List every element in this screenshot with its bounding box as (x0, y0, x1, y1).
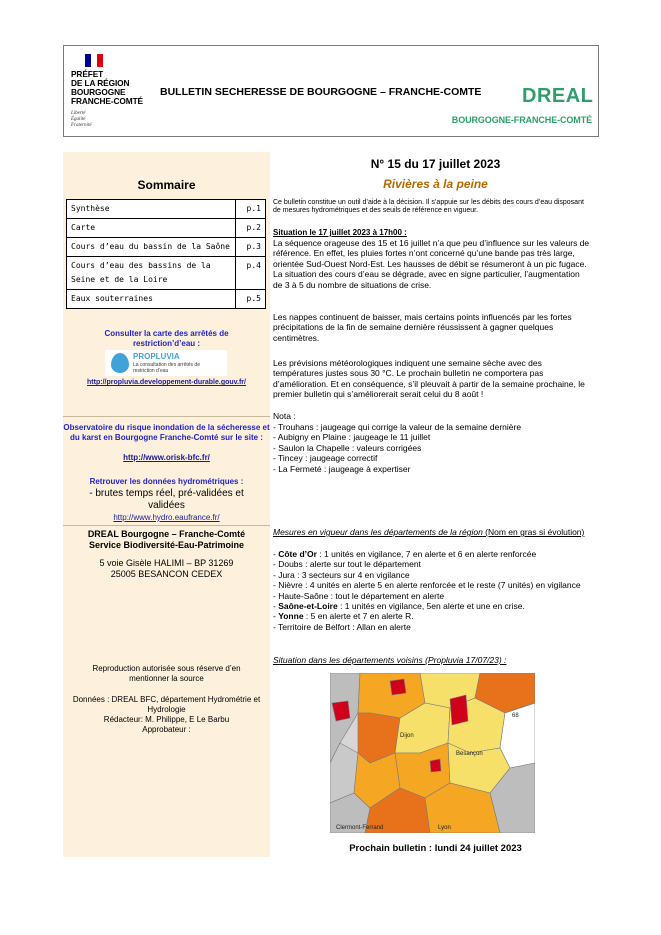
toc-label: Cours d’eau du bassin de la Saône (67, 238, 236, 257)
toc-row[interactable] (67, 238, 266, 257)
hydro-text: - brutes temps réel, pré-validées et validées (89, 488, 244, 511)
toc-page: p.5 (236, 290, 266, 309)
list-item: - Trouhans : jaugeage qui corrige la valeur de la semaine dernière (273, 422, 522, 432)
list-item: - Yonne : 5 en alerte et 7 en alerte R. (273, 611, 414, 622)
map-label-besancon: Besançon (456, 751, 483, 757)
toc-page: p.2 (236, 219, 266, 238)
dreal-logo (447, 85, 592, 131)
measures-heading: Mesures en vigueur dans les départements de la région (Nom en gras si évolution) (273, 527, 585, 537)
observatoire-text: Observatoire du risque inondation de la sécheresse et du karst en Bourgogne Franche-Comté sur le site : (63, 423, 270, 442)
bulletin-subtitle: Rivières à la peine (383, 177, 488, 191)
situation-heading: Situation le 17 juillet 2023 à 17h00 : (273, 228, 407, 237)
toc-page: p.1 (236, 200, 266, 219)
page-title: BULLETIN SECHERESSE DE BOURGOGNE – FRANCHE-COMTE (160, 86, 482, 98)
list-item: - Doubs : alerte sur tout le département (273, 559, 421, 570)
toc-row[interactable] (67, 257, 266, 290)
sommaire-title: Sommaire (137, 178, 196, 192)
list-item: - Nièvre : 4 unités en alerte 5 en alerte renforcée et le reste (7 unités) en vigilance (273, 580, 581, 591)
sidebar (63, 152, 270, 857)
dreal-word: DREAL (522, 85, 594, 107)
list-item: - Tincey : jaugeage correctif (273, 453, 378, 464)
nappes-paragraph: Les nappes continuent de baisser, mais certains points influencés par les fortes précipitations de la fin de semaine dernière réussissent à gagner quelques centimètres. (273, 312, 572, 343)
toc-label: Eaux souterraines (67, 290, 236, 309)
main-content (272, 152, 599, 857)
toc-label: Carte (67, 219, 236, 238)
table-of-contents (66, 199, 266, 309)
propluvia-logo[interactable] (105, 350, 227, 376)
toc-row[interactable] (67, 219, 266, 238)
nota-title: Nota : (273, 411, 296, 421)
intro-text: Ce bulletin constitue un outil d’aide à la décision. Il s’appuie sur les débits des cours d’eau disposant de mesures hydrométriques et des seuils de référence en vigueur. (273, 199, 584, 214)
divider (63, 525, 270, 526)
measures-list (273, 549, 593, 632)
list-item: - Aubigny en Plaine : jaugeage le 11 juillet (273, 432, 431, 443)
toc-row[interactable] (67, 200, 266, 219)
toc-row[interactable] (67, 290, 266, 309)
voisins-heading: Situation dans les départements voisins (Propluvia 17/07/23) : (273, 655, 507, 665)
toc-label: Cours d’eau des bassins de la Seine et de la Loire (67, 257, 236, 290)
orisk-link[interactable]: http://www.orisk-bfc.fr/ (123, 453, 210, 462)
next-bulletin: Prochain bulletin : lundi 24 juillet 2023 (349, 843, 522, 854)
list-item: - La Fermeté : jaugeage à expertiser (273, 463, 411, 474)
dreal-region: BOURGOGNE-FRANCHE-COMTÉ (451, 115, 592, 125)
header (63, 45, 599, 137)
bulletin-number: N° 15 du 17 juillet 2023 (370, 157, 501, 171)
restriction-map[interactable] (330, 673, 535, 833)
toc-page: p.4 (236, 257, 266, 290)
arretes-text: Consulter la carte des arrêtés de restriction’d’eau : (104, 329, 229, 348)
prefecture-logo (71, 54, 153, 132)
contact-address1: 5 voie Gisèle HALIMI – BP 31269 (99, 558, 234, 568)
credits-redacteur: Rédacteur: M. Philippe, E Le Barbu (103, 715, 230, 724)
map-label-clermont: Clermont-Ferrand (336, 825, 384, 831)
reproduction-note: Reproduction autorisée sous réserve d’en mentionner la source (92, 664, 241, 683)
map-svg (330, 673, 535, 833)
water-drop-icon (111, 353, 129, 373)
french-flag-icon (85, 54, 103, 67)
contact-address2: 25005 BESANCON CEDEX (110, 569, 223, 579)
contact-org2: Service Biodiversité-Eau-Patrimoine (88, 540, 245, 550)
toc-page: p.3 (236, 238, 266, 257)
credits-approbateur: Approbateur : (142, 725, 191, 734)
map-label-lyon: Lyon (438, 825, 451, 831)
contact-org1: DREAL Bourgogne – Franche-Comté (87, 529, 246, 539)
prefecture-title: PRÉFET DE LA RÉGION BOURGOGNE FRANCHE-COMTÉ (71, 69, 143, 106)
situation-paragraph: La séquence orageuse des 15 et 16 juillet n’a que peu d’influence sur les valeurs de référence. En effet, les pluies fortes n’ont concerné qu’une bande pas très large, orientée Sud-Ouest Nord-Est. Les hausses de débit se résumeront à un pic fugace. La situation des cours d’eau se dégrade, avec en signe particulier, l’augmentation de 3 à 5 du nombre de situations de crise. (273, 238, 590, 290)
list-item: - Jura : 3 secteurs sur 4 en vigilance (273, 569, 410, 580)
propluvia-name: PROPLUVIA (133, 352, 180, 361)
toc-label: Synthèse (67, 200, 236, 219)
divider (63, 416, 270, 417)
propluvia-link[interactable]: http://propluvia.developpement-durable.gouv.fr/ (87, 379, 246, 386)
prefecture-motto: Liberté Égalité Fraternité (71, 111, 92, 128)
list-item: - Haute-Saône : tout le département en alerte (273, 590, 445, 601)
list-item: - Saulon la Chapelle : valeurs corrigées (273, 442, 422, 453)
previsions-paragraph: Les prévisions météorologiques indiquent une semaine sèche avec des températures justes sous 30 °C. Le prochain bulletin ne comportera pas d’amélioration. Et en conséquence, s’il pleuvait à partir de la semaine prochaine, le premier bulletin qui s’améliorerait serait celui du 8 août ! (273, 358, 585, 400)
credits-data: Données : DREAL BFC, département Hydrométrie et Hydrologie (72, 695, 261, 714)
hydro-title: Retrouver les données hydrométriques : (89, 477, 244, 486)
map-label-dijon: Dijon (400, 733, 414, 739)
list-item: - Côte d’Or : 1 unités en vigilance, 7 en alerte et 6 en alerte renforcée (273, 549, 537, 559)
propluvia-subtitle: La consultation des arrêtés de restriction d’eau (133, 362, 200, 374)
list-item: - Saône-et-Loire : 1 unités en vigilance, 5en alerte et une en crise. (273, 601, 525, 612)
nota-list (273, 422, 591, 474)
map-label-68: 68 (512, 713, 519, 719)
hydro-link[interactable]: http://www.hydro.eaufrance.fr/ (113, 513, 220, 522)
list-item: - Territoire de Belfort : Allan en alerte (273, 621, 411, 632)
